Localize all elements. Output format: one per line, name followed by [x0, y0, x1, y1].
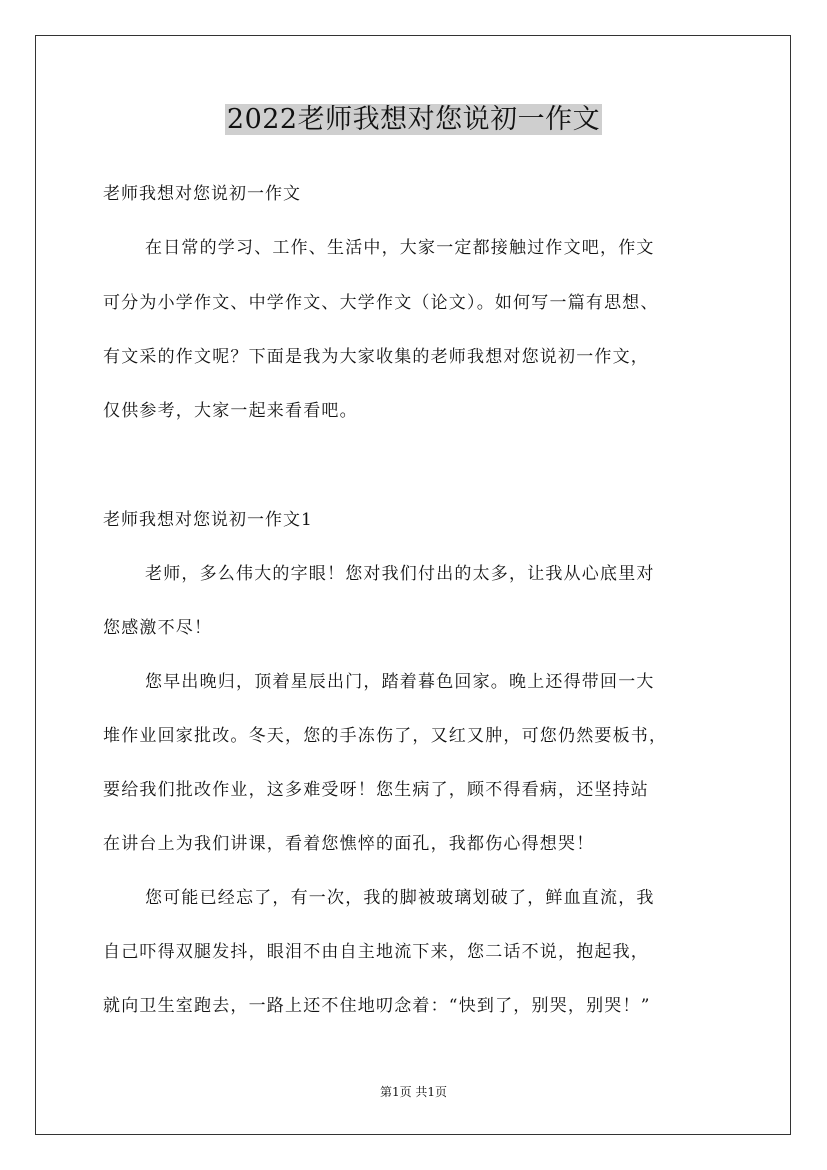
paragraph-line: 就向卫生室跑去，一路上还不住地叨念着：“快到了，别哭，别哭！”	[103, 996, 651, 1016]
section-heading: 老师我想对您说初一作文1	[103, 510, 313, 530]
document-title-wrap	[0, 100, 827, 140]
intro-line: 有文采的作文呢？下面是我为大家收集的老师我想对您说初一作文，	[103, 347, 649, 367]
subtitle: 老师我想对您说初一作文	[103, 184, 301, 204]
paragraph-line: 您早出晚归，顶着星辰出门，踏着暮色回家。晚上还得带回一大	[145, 672, 655, 692]
page-footer: 第1页 共1页	[379, 1085, 448, 1099]
intro-line: 可分为小学作文、中学作文、大学作文（论文）。如何写一篇有思想、	[103, 293, 659, 313]
document-title: 2022老师我想对您说初一作文	[226, 104, 601, 135]
intro-line: 在日常的学习、工作、生活中，大家一定都接触过作文吧，作文	[145, 238, 655, 258]
paragraph-line: 要给我们批改作业，这多难受呀！您生病了，顾不得看病，还坚持站	[103, 780, 649, 800]
paragraph-line: 堆作业回家批改。冬天，您的手冻伤了，又红又肿，可您仍然要板书，	[103, 726, 668, 746]
paragraph-line: 老师，多么伟大的字眼！您对我们付出的太多，让我从心底里对	[145, 564, 655, 584]
paragraph-line: 您感激不尽！	[103, 618, 213, 638]
paragraph-line: 在讲台上为我们讲课，看着您憔悴的面孔，我都伤心得想哭！	[103, 834, 595, 854]
paragraph-line: 自己吓得双腿发抖，眼泪不由自主地流下来，您二话不说，抱起我，	[103, 942, 649, 962]
paragraph-line: 您可能已经忘了，有一次，我的脚被玻璃划破了，鲜血直流，我	[145, 888, 655, 908]
intro-line: 仅供参考，大家一起来看看吧。	[103, 401, 358, 421]
